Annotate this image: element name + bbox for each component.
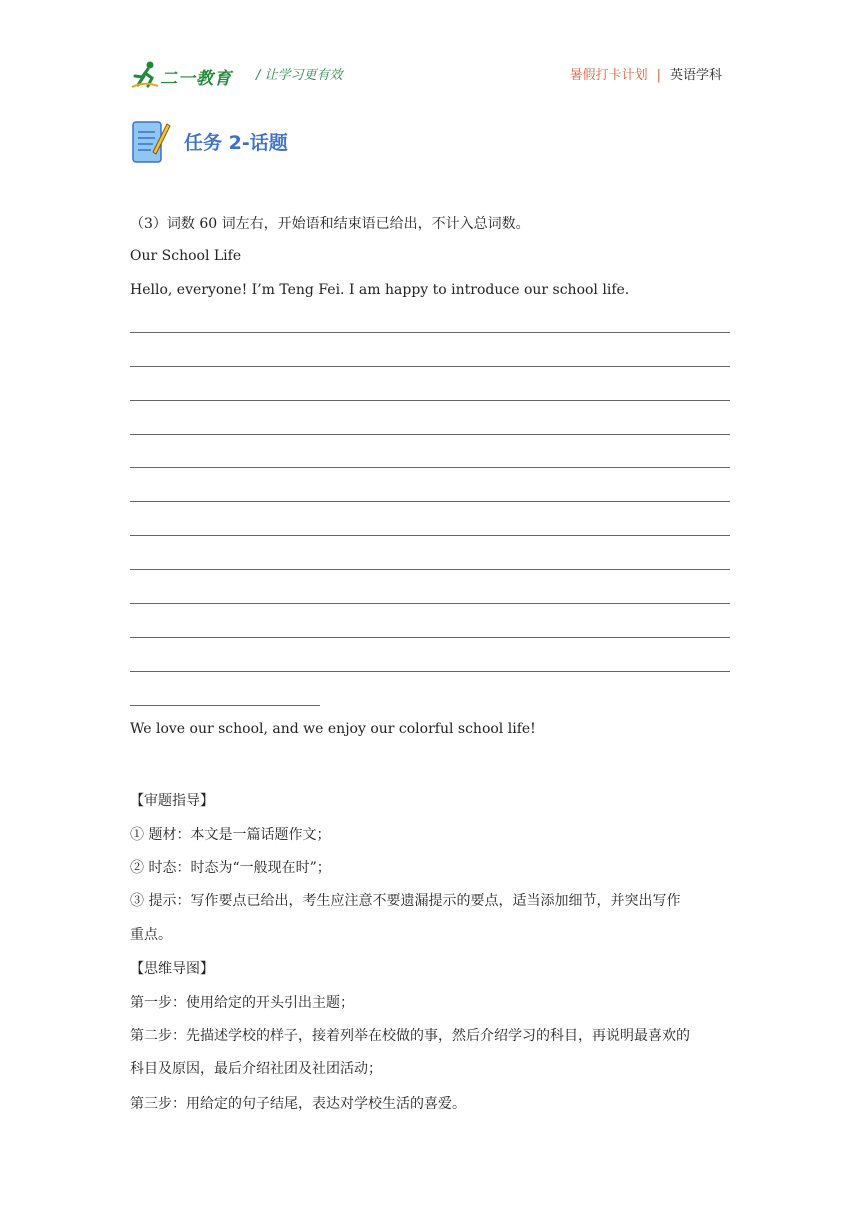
answer-line: [130, 332, 730, 333]
guide-heading: 【审题指导】: [130, 793, 214, 809]
mindmap-step-3: 第三步：用给定的句子结尾，表达对学校生活的喜爱。: [130, 1096, 466, 1112]
answer-line: [130, 603, 730, 604]
requirement-text: （3）词数 60 词左右，开始语和结束语已给出，不计入总词数。: [130, 216, 530, 232]
logo-text: 二一教育: [160, 69, 232, 89]
answer-line: [130, 535, 730, 536]
answer-line: [130, 400, 730, 401]
task-title: 任务 2-话题: [184, 132, 288, 154]
slogan: / 让学习更有效: [256, 68, 343, 83]
header-separator: |: [656, 68, 661, 83]
guide-item-3-line-1: ③ 提示：写作要点已给出，考生应注意不要遗漏提示的要点，适当添加细节，并突出写作: [130, 893, 681, 909]
plan-label: 暑假打卡计划: [569, 68, 648, 83]
guide-item-1: ① 题材：本文是一篇话题作文；: [130, 827, 331, 843]
guide-item-2: ② 时态：时态为“一般现在时”；: [130, 860, 331, 876]
mindmap-heading: 【思维导图】: [130, 961, 214, 977]
mindmap-step-2-line-2: 科目及原因，最后介绍社团及社团活动；: [130, 1061, 382, 1077]
guide-item-3-line-2: 重点。: [130, 927, 172, 943]
answer-line: [130, 434, 730, 435]
answer-line: [130, 637, 730, 638]
answer-line: [130, 366, 730, 367]
answer-line: [130, 569, 730, 570]
answer-line: [130, 467, 730, 468]
essay-closing: We love our school, and we enjoy our colorful school life!: [130, 721, 536, 737]
essay-title: Our School Life: [130, 248, 242, 264]
mindmap-step-1: 第一步：使用给定的开头引出主题；: [130, 995, 354, 1011]
page-header: [130, 58, 730, 92]
header-right: [570, 64, 722, 83]
mindmap-step-2-line-1: 第二步：先描述学校的样子，接着列举在校做的事，然后介绍学习的科目，再说明最喜欢的: [130, 1028, 690, 1044]
answer-line: [130, 501, 730, 502]
essay-opening: Hello, everyone! I’m Teng Fei. I am happy to introduce our school life.: [130, 282, 630, 298]
answer-line: [130, 671, 730, 672]
notepad-pencil-icon: [131, 118, 171, 166]
subject-label: 英语学科: [669, 68, 722, 83]
answer-line-short: [130, 705, 320, 706]
